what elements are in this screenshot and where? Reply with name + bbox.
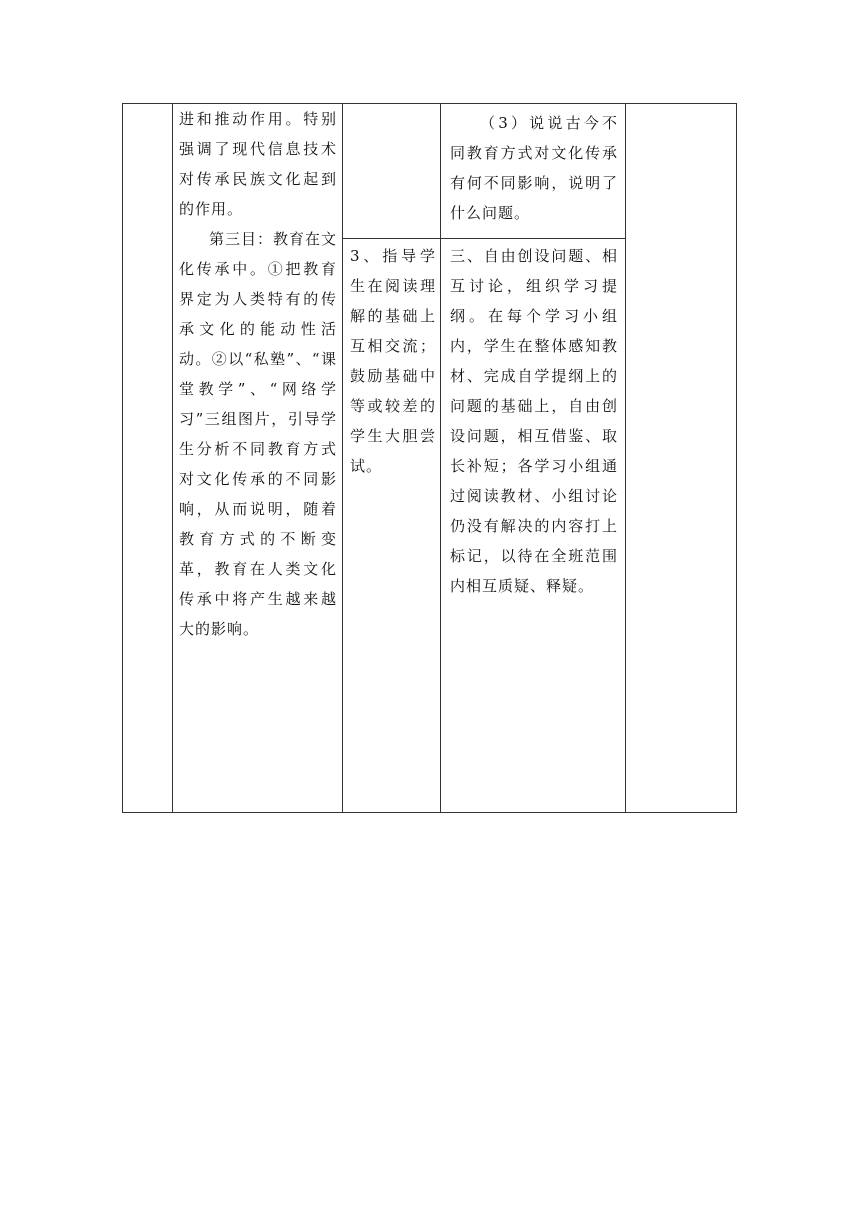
lesson-plan-table [122,103,737,813]
teacher-activity-cell [350,241,436,481]
question-cell [450,108,618,228]
student-activity-text: 三、自由创设问题、相互讨论，组织学习提纲。在每个学习小组内，学生在整体感知教材、完成自学提纲上的问题的基础上，自由创设问题，相互借鉴、取长补短；各学习小组通过阅读教材、小组讨论仍没有解决的内容打上标记，以待在全班范围内相互质疑、释疑。 [450,247,618,595]
empty-cell-right [626,104,737,812]
empty-cell-left [123,104,172,812]
question-text: （3）说说古今不同教育方式对文化传承有何不同影响，说明了什么问题。 [450,114,618,222]
content-description-cell [179,104,337,644]
column-divider [172,104,173,812]
content-paragraph: 第三目：教育在文化传承中。①把教育界定为人类特有的传承文化的能动性活动。②以“私塾”、“课堂教学”、“网络学习”三组图片，引导学生分析不同教育方式对文化传承的不同影响，从而说明，随着教育方式的不断变革，教育在人类文化传承中将产生越来越大的影响。 [179,230,338,638]
row-divider [342,238,625,239]
student-activity-cell [450,241,618,601]
teacher-activity-text: 3、指导学生在阅读理解的基础上互相交流；鼓励基础中等或较差的学生大胆尝试。 [350,247,436,475]
content-paragraph: 进和推动作用。特别强调了现代信息技术对传承民族文化起到的作用。 [179,110,337,218]
column-divider [440,104,441,812]
empty-cell-teacher-top [343,104,440,238]
